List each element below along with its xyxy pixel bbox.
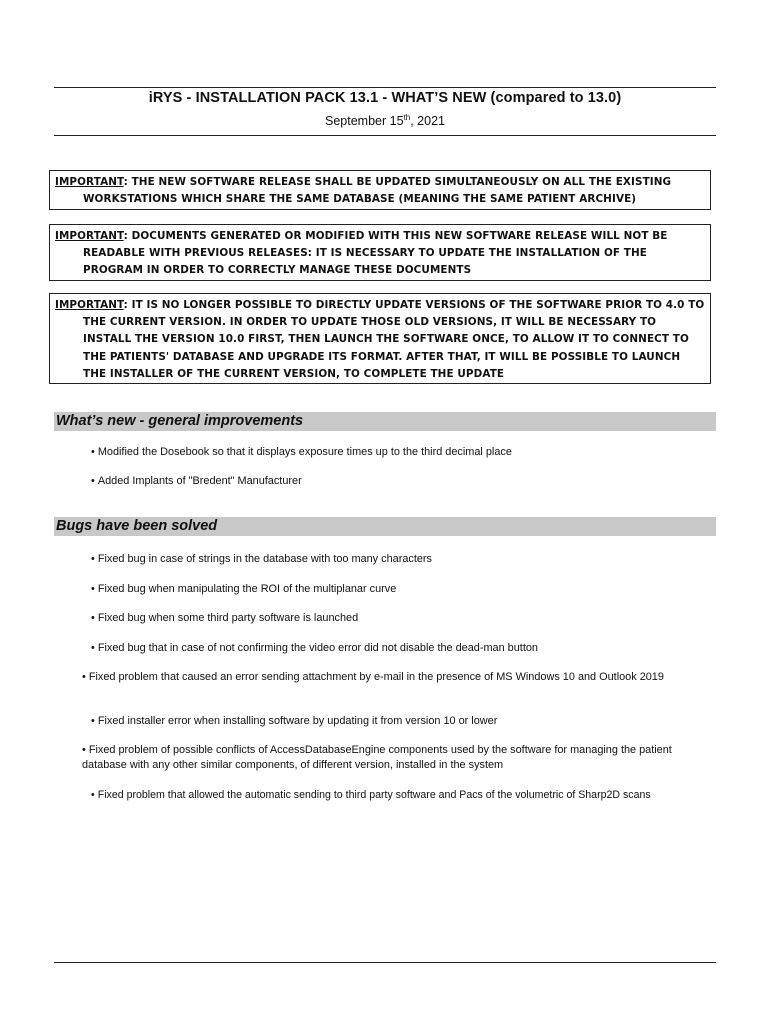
notice-text: : DOCUMENTS GENERATED OR MODIFIED WITH THIS NEW SOFTWARE RELEASE WILL NOT BE READABLE WITH PREVIOUS RELEASES: IT IS NECESSARY TO UPDATE THE INSTALLATION OF THE PROGRAM IN ORDER TO CORRECTLY MANAGE THESE DOCUMENTS — [83, 230, 668, 277]
bullet: • — [82, 671, 86, 683]
important-label: IMPORTANT — [55, 299, 124, 311]
important-label: IMPORTANT — [55, 230, 124, 242]
bottom-rule — [54, 962, 716, 963]
bullet: • — [91, 642, 95, 654]
bullet: • — [91, 715, 95, 727]
list-item: • Fixed bug in case of strings in the database with too many characters — [91, 553, 432, 565]
bullet: • — [91, 475, 95, 487]
notice-text: : THE NEW SOFTWARE RELEASE SHALL BE UPDATED SIMULTANEOUSLY ON ALL THE EXISTING WORKSTATIONS WHICH SHARE THE SAME DATABASE (MEANING THE SAME PATIENT ARCHIVE) — [83, 176, 672, 206]
bullet: • — [82, 744, 86, 756]
notice-text: : IT IS NO LONGER POSSIBLE TO DIRECTLY UPDATE VERSIONS OF THE SOFTWARE PRIOR TO 4.0 TO THE CURRENT VERSION. IN ORDER TO UPDATE THOSE OLD VERSIONS, IT WILL BE NECESSARY TO INSTALL THE VERSION 10.0 FIRST, THEN LAUNCH THE SOFTWARE ONCE, TO ALLOW IT TO CONNECT TO THE PATIENTS' DATABASE AND UPGRADE ITS FORMAT. AFTER THAT, IT WILL BE POSSIBLE TO LAUNCH THE INSTALLER OF THE CURRENT VERSION, TO COMPLETE THE UPDATE — [83, 299, 705, 380]
list-item: • Fixed bug that in case of not confirming the video error did not disable the dead-man button — [91, 642, 538, 654]
section-heading-bugs: Bugs have been solved — [54, 517, 716, 536]
list-item: • Fixed bug when some third party software is launched — [91, 612, 359, 624]
bullet: • — [91, 446, 95, 458]
list-item: • Fixed problem that allowed the automatic sending to third party software and Pacs of the volumetric of Sharp2D scans — [91, 789, 651, 801]
bullet: • — [91, 583, 95, 595]
title-rule — [54, 135, 716, 136]
document-date: September 15th, 2021 — [325, 113, 445, 128]
list-item: • Added Implants of "Bredent" Manufacturer — [91, 475, 302, 487]
top-rule — [54, 87, 716, 88]
bullet: • — [91, 553, 95, 565]
list-item: • Fixed bug when manipulating the ROI of the multiplanar curve — [91, 583, 397, 595]
important-notice-3 — [49, 293, 711, 384]
section-heading-improvements: What’s new - general improvements — [54, 412, 716, 431]
list-item: • Modified the Dosebook so that it displays exposure times up to the third decimal place — [91, 446, 512, 458]
important-notice-2 — [49, 224, 711, 281]
list-item: • Fixed problem of possible conflicts of AccessDatabaseEngine components used by the software for managing the patient database with any other similar components, of different version, installed in the system — [82, 744, 672, 771]
list-item: • Fixed problem that caused an error sending attachment by e-mail in the presence of MS Windows 10 and Outlook 2019 — [82, 671, 664, 683]
bullet: • — [91, 612, 95, 624]
important-label: IMPORTANT — [55, 176, 124, 188]
list-item: • Fixed installer error when installing software by updating it from version 10 or lower — [91, 715, 498, 727]
important-notice-1 — [49, 170, 711, 210]
document-title: iRYS - INSTALLATION PACK 13.1 - WHAT’S NEW (compared to 13.0) — [148, 90, 622, 106]
bullet: • — [91, 789, 95, 801]
